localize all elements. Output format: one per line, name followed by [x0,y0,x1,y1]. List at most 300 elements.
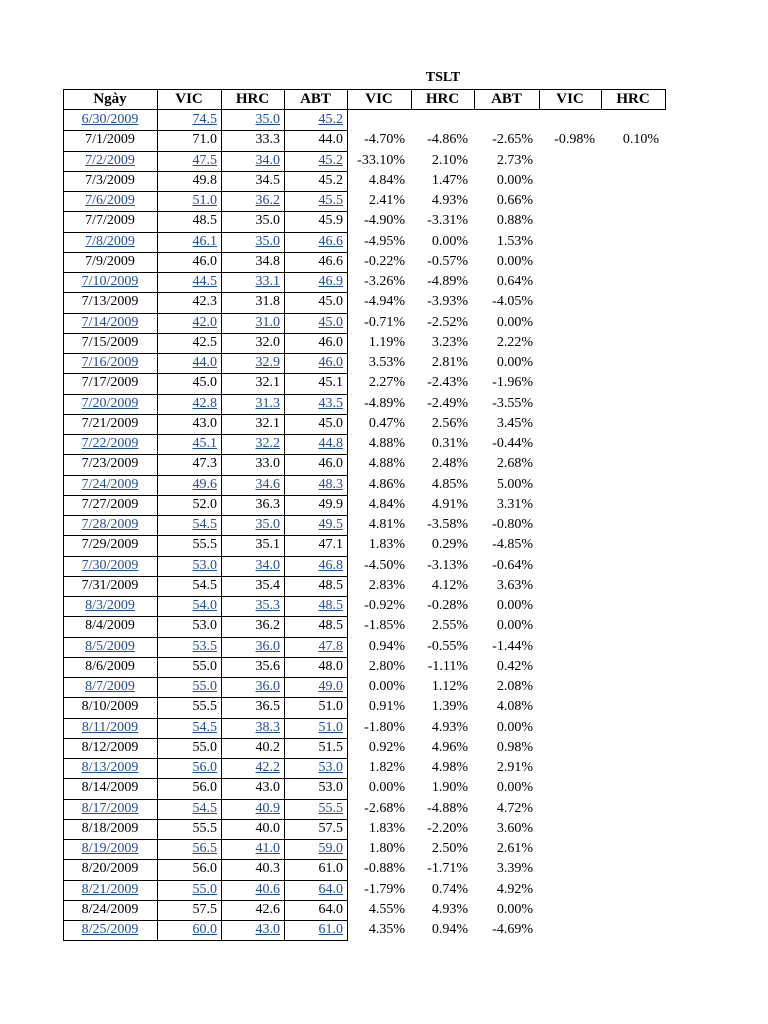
header-divider [474,89,475,110]
hrc-return-cell: -0.28% [427,598,468,613]
date-cell: 8/19/2009 [81,841,139,856]
date-cell: 7/23/2009 [81,456,139,472]
vic-price-cell: 71.0 [192,132,217,148]
abt-return-cell: -4.05% [492,294,533,310]
date-cell: 7/10/2009 [81,274,139,289]
abt-return-cell: 0.98% [496,739,533,755]
hrc-price-cell: 36.5 [255,699,280,715]
hrc-return-cell [411,110,474,130]
date-cell: 7/28/2009 [81,517,139,532]
date-cell: 7/29/2009 [81,537,139,553]
date-cell: 8/17/2009 [81,800,139,816]
date-cell: 8/4/2009 [85,618,135,634]
abt-return-cell: 3.60% [496,820,533,836]
date-cell: 7/22/2009 [81,436,139,451]
vic-price-cell: 45.1 [192,436,217,451]
date-cell: 8/25/2009 [81,922,139,937]
hrc-price-cell: 43.0 [255,780,280,796]
abt-return-cell: -1.44% [492,638,533,654]
vic-price-cell: 53.5 [192,638,217,654]
abt-price-cell: 45.2 [318,172,343,188]
vic-return-cell: -4.50% [364,557,405,573]
hrc-price-cell: 36.3 [255,496,280,512]
abt-price-cell: 46.6 [318,233,343,249]
hrc-return-cell: -3.58% [427,517,468,532]
abt-return-cell: 3.31% [496,496,533,512]
abt-price-cell: 46.0 [318,355,343,370]
hrc-return-cell: -2.49% [427,395,468,411]
abt-return-cell: 0.00% [496,618,533,634]
vic-price-cell: 57.5 [192,901,217,917]
hrc-price-cell: 41.0 [255,841,280,856]
abt-price-cell: 47.8 [318,638,343,654]
abt-return-cell: 2.08% [496,679,533,694]
vic-return-cell: 4.84% [368,496,405,512]
header-hrc-extra: HRC [616,91,650,107]
vic-return-cell: 4.88% [368,456,405,472]
abt-price-cell: 43.5 [318,395,343,411]
vic-return-cell: 4.81% [368,517,405,532]
vic-price-cell: 47.3 [192,456,217,472]
abt-return-cell: 1.53% [496,233,533,249]
abt-return-cell: 2.22% [496,334,533,350]
vic-price-cell: 44.5 [192,274,217,289]
abt-price-cell: 45.0 [318,294,343,310]
vic-return-cell [347,110,411,130]
date-cell: 8/21/2009 [81,881,139,897]
hrc-price-cell: 36.0 [255,679,280,694]
hrc-price-cell: 31.8 [255,294,280,310]
abt-price-cell: 45.2 [318,112,343,127]
header-hrc-price: HRC [235,91,270,107]
vic-price-cell: 44.0 [192,355,217,370]
date-cell: 7/7/2009 [85,213,135,229]
date-cell: 6/30/2009 [81,112,139,127]
column-border [63,89,64,941]
vic-return-cell: -33.10% [357,152,405,168]
date-cell: 7/31/2009 [81,577,139,593]
abt-return-cell: 2.91% [496,760,533,775]
date-cell: 8/5/2009 [85,638,135,654]
hrc-return-cell: -2.43% [427,375,468,391]
column-border [284,89,285,941]
abt-return-cell: 4.92% [496,881,533,897]
hrc-price-cell: 35.0 [255,517,280,532]
column-border [157,89,158,941]
date-cell: 8/18/2009 [81,820,139,836]
date-cell: 7/30/2009 [81,557,139,573]
vic-return-cell: 4.35% [368,922,405,937]
abt-return-cell: 0.00% [496,719,533,735]
hrc-return-cell: -2.20% [427,820,468,836]
hrc-return-cell: 0.94% [431,922,468,937]
hrc-price-cell: 42.2 [255,760,280,775]
hrc-price-cell: 38.3 [255,719,280,735]
abt-return-cell: 2.73% [496,152,533,168]
vic-return-cell: 4.84% [368,172,405,188]
abt-price-cell: 45.2 [318,152,343,168]
vic-return-cell: -0.88% [364,861,405,877]
abt-price-cell: 51.0 [318,719,343,735]
abt-price-cell: 44.0 [318,132,343,148]
vic-return-cell: -4.94% [364,294,405,310]
vic-price-cell: 46.0 [192,253,217,269]
hrc-price-cell: 40.3 [255,861,280,877]
column-border [221,89,222,941]
abt-price-cell: 44.8 [318,436,343,451]
hrc-return-cell: -0.57% [427,253,468,269]
header-divider [665,89,666,110]
abt-price-cell: 46.6 [318,253,343,269]
vic-return-cell: 4.86% [368,476,405,492]
hrc-return-cell: 2.55% [431,618,468,634]
abt-return-cell: 0.42% [496,658,533,674]
header-abt-return: ABT [491,91,522,107]
abt-price-cell: 49.0 [318,679,343,694]
vic-return-cell: 2.80% [368,658,405,674]
abt-price-cell: 49.9 [318,496,343,512]
abt-return-cell: 0.66% [496,193,533,208]
abt-return-cell: -0.80% [492,517,533,532]
abt-return-cell: -4.69% [492,922,533,937]
header-vic-price: VIC [175,91,203,107]
hrc-price-cell: 34.0 [255,152,280,168]
vic-return-cell: 1.83% [368,820,405,836]
vic-price-cell: 54.5 [192,577,217,593]
hrc-return-cell: 3.23% [431,334,468,350]
abt-return-cell: -1.96% [492,375,533,391]
vic-price-cell: 55.5 [192,820,217,836]
vic-return-cell: -1.80% [364,719,405,735]
hrc-price-cell: 32.1 [255,415,280,431]
header-vic-return: VIC [365,91,393,107]
abt-return-cell: 0.00% [496,172,533,188]
row-border [63,940,348,941]
abt-price-cell: 45.0 [318,415,343,431]
abt-price-cell: 45.9 [318,213,343,229]
hrc-price-cell: 32.1 [255,375,280,391]
vic-price-cell: 46.1 [192,233,217,249]
abt-return-cell: 0.64% [496,274,533,289]
vic-return-cell: 1.80% [368,841,405,856]
abt-return-cell: 0.00% [496,355,533,370]
hrc-return-cell: 2.50% [431,841,468,856]
vic-return-cell: -0.71% [364,314,405,330]
abt-return-cell: 0.00% [496,780,533,796]
abt-price-cell: 64.0 [318,881,343,897]
abt-price-cell: 48.5 [318,618,343,634]
hrc-return-cell: 4.85% [431,476,468,492]
hrc-price-cell: 34.0 [255,557,280,573]
hrc-return-cell: 4.12% [431,577,468,593]
vic-return-cell: -4.90% [364,213,405,229]
hrc-price-cell: 31.3 [255,395,280,411]
vic-return-cell: 2.83% [368,577,405,593]
abt-price-cell: 46.0 [318,334,343,350]
hrc-price-cell: 43.0 [255,922,280,937]
abt-price-cell: 57.5 [318,820,343,836]
abt-return-cell: 0.00% [496,901,533,917]
hrc-price-cell: 33.3 [255,132,280,148]
date-cell: 7/6/2009 [85,193,135,208]
vic-price-cell: 53.0 [192,557,217,573]
vic-return-cell: 0.91% [368,699,405,715]
hrc-return-cell: 4.93% [431,901,468,917]
hrc-return-cell: 1.90% [431,780,468,796]
vic-return-cell: -2.68% [364,800,405,816]
hrc-price-cell: 32.0 [255,334,280,350]
abt-return-cell: 5.00% [496,476,533,492]
abt-return-cell: 2.68% [496,456,533,472]
vic-return-cell: -1.85% [364,618,405,634]
abt-price-cell: 53.0 [318,780,343,796]
vic-price-cell: 55.0 [192,881,217,897]
abt-price-cell: 48.5 [318,598,343,613]
abt-price-cell: 51.5 [318,739,343,755]
vic-price-cell: 49.6 [192,476,217,492]
abt-return-cell: -2.65% [492,132,533,148]
abt-price-cell: 46.8 [318,557,343,573]
hrc-return-cell: -3.13% [427,557,468,573]
hrc-return-cell: -1.71% [427,861,468,877]
date-cell: 7/3/2009 [85,172,135,188]
vic-price-cell: 55.0 [192,739,217,755]
hrc-price-cell: 34.6 [255,476,280,492]
hrc-price-cell: 40.6 [255,881,280,897]
abt-return-cell: 0.00% [496,314,533,330]
hrc-price-cell: 35.6 [255,658,280,674]
hrc-return-cell: 0.29% [431,537,468,553]
header-vic-extra: VIC [556,91,584,107]
abt-price-cell: 61.0 [318,861,343,877]
abt-return-cell: 0.00% [496,598,533,613]
abt-price-cell: 48.0 [318,658,343,674]
vic-return-cell: -4.95% [364,233,405,249]
abt-return-cell: -3.55% [492,395,533,411]
vic-price-cell: 55.5 [192,537,217,553]
header-hrc-return: HRC [425,91,460,107]
header-abt-price: ABT [300,91,331,107]
vic-price-cell: 43.0 [192,415,217,431]
vic-return-cell: 0.94% [368,638,405,654]
vic-return-cell: 0.92% [368,739,405,755]
vic-price-cell: 56.0 [192,780,217,796]
vic-price-cell: 56.0 [192,861,217,877]
date-cell: 8/6/2009 [85,658,135,674]
hrc-price-cell: 36.2 [255,618,280,634]
hrc-return-cell: -4.89% [427,274,468,289]
abt-return-cell: -0.64% [492,557,533,573]
abt-price-cell: 47.1 [318,537,343,553]
abt-price-cell: 48.3 [318,476,343,492]
vic-price-cell: 42.3 [192,294,217,310]
hrc-price-cell: 35.0 [255,112,280,127]
vic-return-cell: -0.22% [364,253,405,269]
hrc-return-cell: -4.86% [427,132,468,148]
hrc-price-cell: 34.8 [255,253,280,269]
date-cell: 7/1/2009 [85,132,135,148]
vic-price-cell: 56.0 [192,760,217,775]
vic-return-cell: 0.47% [368,415,405,431]
vic-price-cell: 54.0 [192,598,217,613]
hrc-extra-value: 0.10% [622,132,659,148]
hrc-return-cell: 1.47% [431,172,468,188]
hrc-return-cell: 2.81% [431,355,468,370]
hrc-price-cell: 36.2 [255,193,280,208]
vic-price-cell: 54.5 [192,719,217,735]
date-cell: 7/27/2009 [81,496,139,512]
abt-price-cell: 53.0 [318,760,343,775]
hrc-return-cell: 0.74% [431,881,468,897]
date-cell: 7/21/2009 [81,415,139,431]
hrc-return-cell: 2.56% [431,415,468,431]
date-cell: 8/3/2009 [85,598,135,613]
abt-price-cell: 45.5 [318,193,343,208]
vic-return-cell: 1.83% [368,537,405,553]
abt-return-cell: 3.45% [496,415,533,431]
abt-price-cell: 46.9 [318,274,343,289]
date-cell: 8/12/2009 [81,739,139,755]
vic-price-cell: 48.5 [192,213,217,229]
vic-return-cell: 4.55% [368,901,405,917]
hrc-price-cell: 35.0 [255,213,280,229]
date-cell: 8/7/2009 [85,679,135,694]
vic-return-cell: -1.79% [364,881,405,897]
abt-return-cell: 2.61% [496,841,533,856]
date-cell: 8/24/2009 [81,901,139,917]
hrc-price-cell: 31.0 [255,314,280,330]
vic-return-cell: -4.70% [364,132,405,148]
vic-return-cell: -3.26% [364,274,405,289]
hrc-return-cell: 2.10% [431,152,468,168]
vic-return-cell: 2.27% [368,375,405,391]
hrc-return-cell: 4.93% [431,719,468,735]
date-cell: 8/10/2009 [81,699,139,715]
hrc-return-cell: 0.00% [431,233,468,249]
vic-price-cell: 53.0 [192,618,217,634]
hrc-price-cell: 33.1 [255,274,280,289]
vic-price-cell: 49.8 [192,172,217,188]
date-cell: 8/20/2009 [81,861,139,877]
date-cell: 7/14/2009 [81,314,139,330]
abt-return-cell [474,110,539,130]
vic-price-cell: 60.0 [192,922,217,937]
date-cell: 8/14/2009 [81,780,139,796]
date-cell: 7/17/2009 [81,375,139,391]
date-cell: 8/11/2009 [81,719,139,735]
hrc-return-cell: 1.39% [431,699,468,715]
abt-price-cell: 46.0 [318,456,343,472]
header-top-border [63,89,666,90]
header-divider [411,89,412,110]
vic-price-cell: 55.5 [192,699,217,715]
vic-return-cell: 1.19% [368,334,405,350]
vic-price-cell: 55.0 [192,679,217,694]
hrc-price-cell: 42.6 [255,901,280,917]
vic-return-cell: 1.82% [368,760,405,775]
header-divider [601,89,602,110]
hrc-price-cell: 36.0 [255,638,280,654]
vic-return-cell: 3.53% [368,355,405,370]
abt-price-cell: 59.0 [318,841,343,856]
vic-price-cell: 74.5 [192,112,217,127]
hrc-price-cell: 35.1 [255,537,280,553]
abt-price-cell: 48.5 [318,577,343,593]
vic-price-cell: 54.5 [192,800,217,816]
hrc-return-cell: -4.88% [427,800,468,816]
hrc-price-cell: 34.5 [255,172,280,188]
vic-return-cell: 0.00% [368,780,405,796]
vic-price-cell: 47.5 [192,152,217,168]
hrc-price-cell: 33.0 [255,456,280,472]
date-cell: 7/13/2009 [81,294,139,310]
hrc-return-cell: -0.55% [427,638,468,654]
vic-price-cell: 42.8 [192,395,217,411]
date-cell: 7/2/2009 [85,152,135,168]
date-cell: 7/24/2009 [81,476,139,492]
hrc-return-cell: -3.93% [427,294,468,310]
hrc-price-cell: 40.0 [255,820,280,836]
hrc-price-cell: 35.4 [255,577,280,593]
date-cell: 7/20/2009 [81,395,139,411]
hrc-return-cell: -3.31% [427,213,468,229]
header-date: Ngày [93,91,127,107]
hrc-price-cell: 40.2 [255,739,280,755]
header-divider [539,89,540,110]
abt-price-cell: 64.0 [318,901,343,917]
vic-price-cell: 51.0 [192,193,217,208]
abt-price-cell: 55.5 [318,800,343,816]
abt-return-cell: 4.08% [496,699,533,715]
abt-return-cell: 0.00% [496,253,533,269]
date-cell: 7/15/2009 [81,334,139,350]
hrc-return-cell: 2.48% [431,456,468,472]
vic-return-cell: 0.00% [368,679,405,694]
abt-return-cell: -4.85% [492,537,533,553]
abt-return-cell: -0.44% [492,436,533,451]
vic-return-cell: 4.88% [368,436,405,451]
hrc-price-cell: 35.0 [255,233,280,249]
abt-return-cell: 4.72% [496,800,533,816]
abt-return-cell: 3.39% [496,861,533,877]
abt-price-cell: 45.1 [318,375,343,391]
vic-price-cell: 55.0 [192,658,217,674]
hrc-price-cell: 40.9 [255,800,280,816]
vic-price-cell: 42.5 [192,334,217,350]
abt-price-cell: 51.0 [318,699,343,715]
vic-price-cell: 42.0 [192,314,217,330]
date-cell: 7/16/2009 [81,355,139,370]
vic-extra-value: -0.98% [554,132,595,148]
abt-price-cell: 45.0 [318,314,343,330]
hrc-return-cell: -2.52% [427,314,468,330]
vic-price-cell: 54.5 [192,517,217,532]
vic-price-cell: 56.5 [192,841,217,856]
abt-return-cell: 3.63% [496,577,533,593]
date-cell: 7/9/2009 [85,253,135,269]
hrc-price-cell: 32.9 [255,355,280,370]
hrc-return-cell: 4.96% [431,739,468,755]
hrc-return-cell: 4.93% [431,193,468,208]
hrc-return-cell: -1.11% [427,658,468,674]
vic-return-cell: -4.89% [364,395,405,411]
tslt-super-header: TSLT [425,70,461,85]
vic-return-cell: -0.92% [364,598,405,613]
vic-price-cell: 52.0 [192,496,217,512]
abt-return-cell: 0.88% [496,213,533,229]
hrc-return-cell: 4.91% [431,496,468,512]
vic-return-cell: 2.41% [368,193,405,208]
